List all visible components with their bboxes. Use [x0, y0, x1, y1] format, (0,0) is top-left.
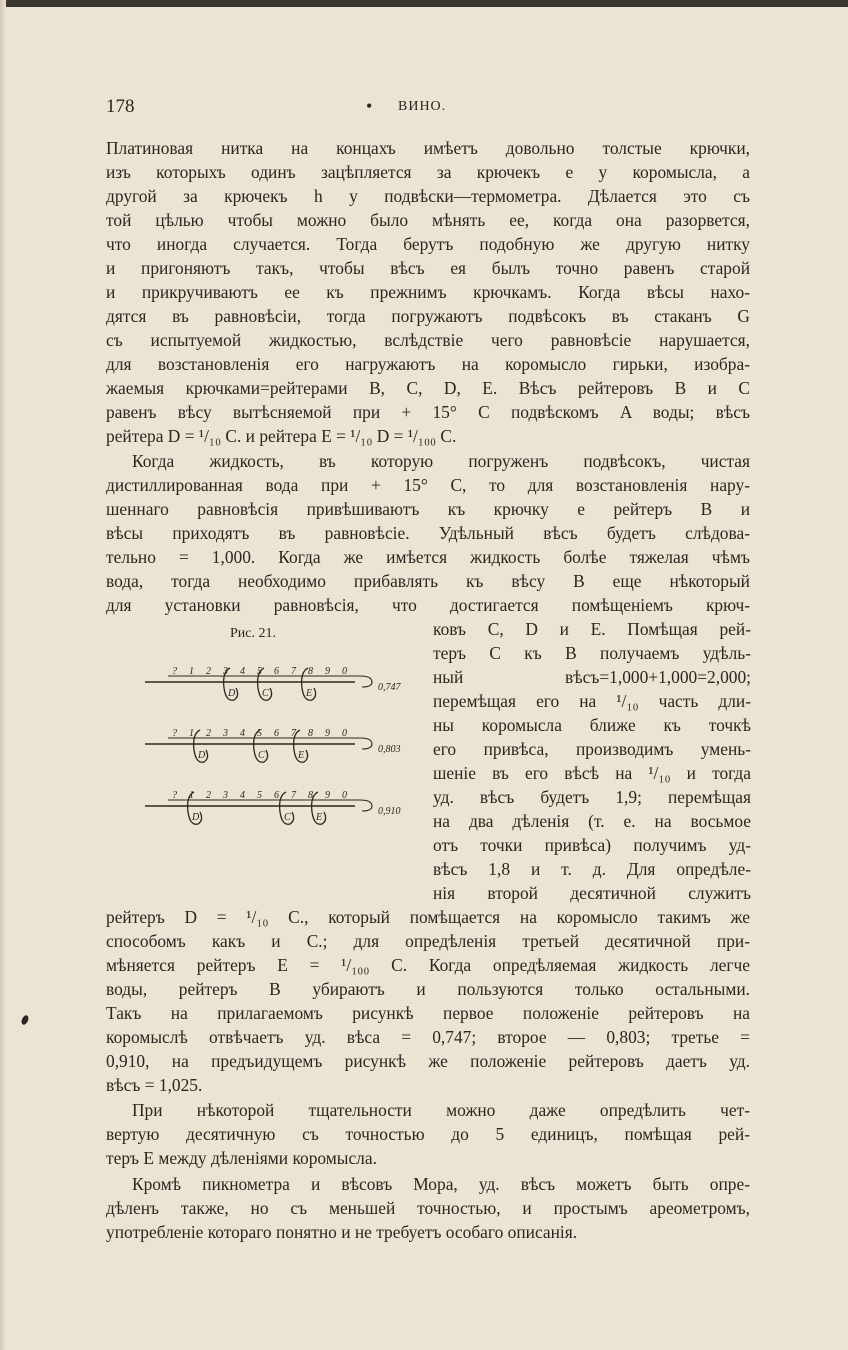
side-text-line: на два дѣленія (т. е. на восьмое	[433, 811, 751, 831]
rider-letter: D	[228, 688, 236, 699]
rider-letter: D	[192, 812, 200, 823]
text-line: вертую десятичную съ точностью до 5 единицъ, помѣщая рей-	[106, 1124, 750, 1144]
scale-digit: 1	[189, 728, 194, 739]
running-title: ВИНО.	[398, 99, 447, 114]
beam-reading: 0,803	[378, 744, 401, 755]
text-line: вѣсы приходятъ въ равновѣсіе. Удѣльный вѣсъ будетъ слѣдова-	[106, 523, 750, 543]
scale-digit: 6	[274, 666, 279, 677]
text-line: вода, тогда необходимо прибавлять къ вѣсу B еще нѣкоторый	[106, 571, 750, 591]
balance-beam	[145, 790, 401, 824]
text-line: коромыслѣ отвѣчаетъ уд. вѣса = 0,747; второе — 0,803; третье =	[106, 1027, 750, 1047]
side-text-line: отъ точки привѣса) получимъ уд-	[433, 835, 751, 855]
rider-letter: E	[306, 688, 313, 699]
text-line: шеннаго равновѣсія привѣшиваютъ къ крючку е рейтеръ B и	[106, 499, 750, 519]
scale-digit: 2	[206, 666, 211, 677]
side-text-line: ковъ C, D и E. Помѣщая рей-	[433, 619, 751, 639]
text-line: равенъ вѣсу вытѣсняемой при + 15° C подвѣскомъ A воды; вѣсъ	[106, 402, 750, 422]
text-line: вѣсъ = 1,025.	[106, 1075, 203, 1095]
scale-digit: 8	[308, 728, 313, 739]
scale-digit: 0	[342, 790, 347, 801]
side-text-line: его привѣса, производимъ умень-	[433, 739, 751, 759]
text-line: Платиновая нитка на концахъ имѣетъ довольно толстые крючки,	[106, 138, 750, 158]
text-line: что иногда случается. Тогда берутъ подобную же другую нитку	[106, 234, 750, 254]
scale-digit: 7	[291, 790, 296, 801]
page-left-edge	[0, 0, 6, 1350]
scale-digit: 0	[342, 666, 347, 677]
scale-digit: 4	[240, 666, 245, 677]
side-text-line: теръ C къ B получаемъ удѣль-	[433, 643, 751, 663]
text-line: и прикручиваютъ ее къ прежнимъ крючкамъ. Когда вѣсы нахо-	[106, 282, 750, 302]
balance-beam	[145, 728, 401, 762]
text-line: другой за крючекъ h у подвѣски—термометра. Дѣлается это съ	[106, 186, 750, 206]
text-line: жаемыя крючками=рейтерами B, C, D, E. Вѣсъ рейтеровъ B и C	[106, 378, 750, 398]
scale-digit: 9	[325, 790, 330, 801]
text-line: употребленіе котораго понятно и не требуетъ особаго описанія.	[106, 1222, 578, 1242]
beam-reading: 0,747	[378, 682, 401, 693]
text-line: рейтера D = ¹/₁₀ C. и рейтера E = ¹/₁₀ D = ¹/₁₀₀ C.	[106, 426, 457, 446]
scale-digit: 9	[325, 666, 330, 677]
header-dot: •	[366, 96, 373, 116]
text-line: способомъ какъ и C.; для опредѣленія третьей десятичной при-	[106, 931, 750, 951]
text-line: Такъ на прилагаемомъ рисункѣ первое положеніе рейтеровъ на	[106, 1003, 750, 1023]
side-text-line: вѣсъ 1,8 и т. д. Для опредѣле-	[433, 859, 751, 879]
text-line: воды, рейтеръ B убираютъ и пользуются только остальными.	[106, 979, 750, 999]
figure-caption: Рис. 21.	[230, 626, 276, 641]
text-line: той цѣлью чтобы можно было мѣнять ее, когда она разорвется,	[106, 210, 750, 230]
side-text-line: ный вѣсъ=1,000+1,000=2,000;	[433, 667, 751, 687]
scale-digit: 3	[223, 728, 228, 739]
scale-digit: 6	[274, 728, 279, 739]
text-line: дистиллированная вода при + 15° C, то для возстановленія нару-	[106, 475, 750, 495]
rider-letter: E	[298, 750, 305, 761]
scale-digit: 7	[291, 728, 296, 739]
text-line: При нѣкоторой тщательности можно даже опредѣлить чет-	[132, 1100, 750, 1120]
scale-digit: 8	[308, 790, 313, 801]
text-line: 0,910, на предъидущемъ рисункѣ же положеніе рейтеровъ даетъ уд.	[106, 1051, 750, 1071]
scale-digit: 5	[257, 666, 262, 677]
scale-digit: 8	[308, 666, 313, 677]
scale-digit: ?	[172, 666, 177, 677]
rider-letter: C	[262, 688, 269, 699]
scale-digit: 4	[240, 728, 245, 739]
scale-digit: 3	[223, 790, 228, 801]
page-header	[106, 96, 748, 126]
rider-letter: E	[316, 812, 323, 823]
scale-digit: 5	[257, 728, 262, 739]
scale-digit: 5	[257, 790, 262, 801]
text-line: изъ которыхъ одинъ зацѣпляется за крючекъ е у коромысла, а	[106, 162, 750, 182]
rider-letter: C	[284, 812, 291, 823]
text-line: для возстановленія его нагружаютъ на коромысло гирьки, изобра-	[106, 354, 750, 374]
balance-beams-illustration	[140, 648, 430, 848]
text-line: дѣленъ также, но съ меньшей точностью, и простымъ ареометромъ,	[106, 1198, 750, 1218]
text-line: съ испытуемой жидкостью, вслѣдствіе чего равновѣсіе нарушается,	[106, 330, 750, 350]
scale-digit: 1	[189, 790, 194, 801]
text-line: тельно = 1,000. Когда же имѣется жидкость болѣе тяжелая чѣмъ	[106, 547, 750, 567]
text-line: Когда жидкость, въ которую погруженъ подвѣсокъ, чистая	[132, 451, 750, 471]
scale-digit: 7	[291, 666, 296, 677]
side-text-line: ны коромысла ближе къ точкѣ	[433, 715, 751, 735]
side-text-line: уд. вѣсъ будетъ 1,9; перемѣщая	[433, 787, 751, 807]
text-line: мѣняется рейтеръ E = ¹/₁₀₀ C. Когда опредѣляемая жидкость легче	[106, 955, 750, 975]
scale-digit: 4	[240, 790, 245, 801]
page-top-edge	[0, 0, 848, 7]
scale-digit: 3	[223, 666, 228, 677]
scale-digit: 2	[206, 790, 211, 801]
scale-digit: 6	[274, 790, 279, 801]
figure-21	[140, 626, 430, 846]
beam-reading: 0,910	[378, 806, 401, 817]
side-text-line: шеніе въ его вѣсѣ на ¹/₁₀ и тогда	[433, 763, 751, 783]
text-line: и пригоняютъ такъ, чтобы вѣсъ ея былъ точно равенъ старой	[106, 258, 750, 278]
scale-digit: 9	[325, 728, 330, 739]
scale-digit: ?	[172, 790, 177, 801]
text-line: теръ E между дѣленіями коромысла.	[106, 1148, 377, 1168]
text-line: дятся въ равновѣсіи, тогда погружаютъ подвѣсокъ въ стаканъ G	[106, 306, 750, 326]
scale-digit: 2	[206, 728, 211, 739]
scale-digit: 0	[342, 728, 347, 739]
text-line: Кромѣ пикнометра и вѣсовъ Мора, уд. вѣсъ можетъ быть опре-	[132, 1174, 750, 1194]
text-line: для установки равновѣсія, что достигается помѣщеніемъ крюч-	[106, 595, 750, 615]
balance-beam	[145, 666, 402, 700]
side-text-line: перемѣщая его на ¹/₁₀ часть дли-	[433, 691, 751, 711]
rider-letter: D	[198, 750, 206, 761]
rider-letter: C	[258, 750, 265, 761]
text-line: рейтеръ D = ¹/₁₀ C., который помѣщается на коромысло такимъ же	[106, 907, 750, 927]
side-text-line: нія второй десятичной служитъ	[433, 883, 751, 903]
scale-digit: ?	[172, 728, 177, 739]
scale-digit: 1	[189, 666, 194, 677]
ink-spot	[20, 1014, 30, 1026]
page-number: 178	[106, 96, 135, 117]
